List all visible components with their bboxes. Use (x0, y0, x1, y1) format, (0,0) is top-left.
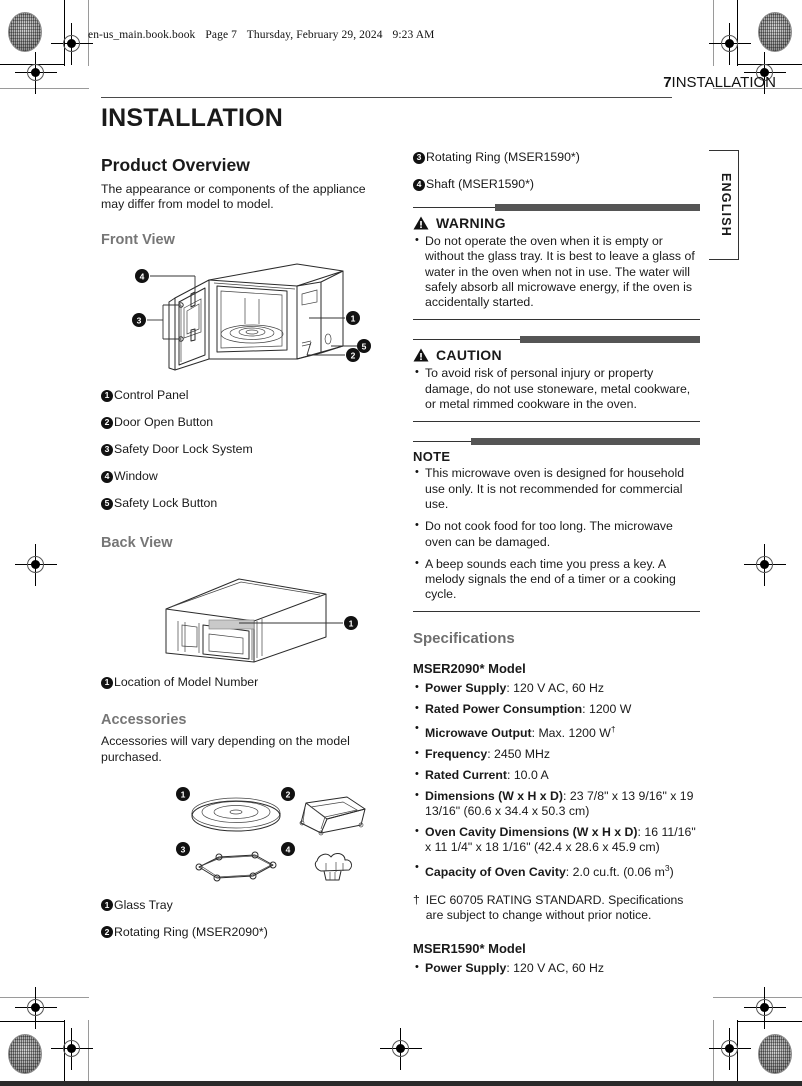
warning-list (413, 234, 700, 310)
front-view-callout-2 (346, 348, 360, 362)
spec-item: • Microwave Output: Max. 1200 W† (413, 722, 700, 741)
spec-item: • Oven Cavity Dimensions (W x H x D): 16 11/16" x 11 1/4" x 18 1/16" (42.4 x 28.6 x 45.9 cm) (413, 825, 700, 856)
legend-number: 4 (413, 179, 425, 191)
list-item (101, 925, 391, 940)
spec-label: Microwave Output (425, 726, 532, 741)
warning-block (413, 204, 700, 320)
halftone-target-bottom-left (8, 1034, 42, 1074)
svg-text:3: 3 (136, 315, 142, 326)
file-stamp (88, 29, 434, 41)
spec-label: Power Supply (425, 680, 507, 695)
spec-label: Power Supply (425, 961, 507, 976)
spec-value: 120 V AC, 60 Hz (513, 680, 605, 695)
left-column (101, 104, 391, 952)
list-item (101, 415, 391, 430)
svg-text:5: 5 (361, 341, 367, 352)
spec-item: • Dimensions (W x H x D): 23 7/8" x 13 9/16" x 19 13/16" (60.6 x 34.4 x 50.3 cm) (413, 789, 700, 820)
caution-block (413, 336, 700, 422)
list-item: • This microwave oven is designed for household use only. It is not recommended for commercial use. (413, 466, 700, 512)
spec-value: 2450 MHz (494, 747, 551, 762)
registration-mark-right-lower (750, 993, 780, 1023)
spec-value: 10.0 A (513, 768, 549, 783)
spec-value: Max. 1200 W (538, 726, 611, 741)
spec-value: 120 V AC, 60 Hz (513, 961, 605, 976)
spec-label: Dimensions (W x H x D) (425, 788, 564, 803)
specifications-list-mser2090 (413, 681, 700, 881)
legend-number: 2 (101, 417, 113, 429)
front-view-callout-3 (132, 313, 146, 327)
warning-title: WARNING (436, 215, 506, 231)
crop-line-top-right-v2 (713, 0, 714, 66)
back-view-heading: Back View (101, 535, 173, 552)
spec-label: Rated Power Consumption (425, 701, 583, 716)
front-view-figure (101, 258, 391, 378)
halftone-target-top-left (8, 12, 42, 52)
page-bottom-bar (0, 1081, 802, 1086)
crop-line-top-left-h2 (0, 88, 89, 89)
spec-value-tail: ) (669, 865, 674, 880)
spec-item: • Capacity of Oven Cavity: 2.0 cu.ft. (0.06 $m^3$) (413, 861, 700, 880)
registration-mark-left-upper (21, 58, 51, 88)
list-item: • Do not cook food for too long. The microwave oven can be damaged. (413, 519, 700, 550)
registration-mark-bottom-right (715, 1034, 745, 1064)
page-header (663, 74, 776, 91)
list-item (101, 675, 391, 690)
svg-text:1: 1 (180, 789, 186, 800)
file-stamp-filename: en-us_main.book.book (88, 29, 196, 41)
header-rule (101, 97, 672, 98)
legend-label: Door Open Button (114, 415, 214, 430)
legend-label: Shaft (MSER1590*) (426, 177, 534, 191)
caution-triangle-icon (413, 348, 429, 362)
spec-label: Rated Current (425, 768, 507, 783)
page-number: 7 (663, 74, 672, 91)
legend-number: 3 (413, 152, 425, 164)
list-item: • To avoid risk of personal injury or property damage, do not use stoneware, metal cookware, or metal rimmed cookware in the oven. (413, 366, 700, 412)
spec-value: 2.0 cu.ft. (0.06 m (572, 865, 665, 880)
accessory-rotating-ring-2090-drawing (300, 797, 365, 835)
right-column (413, 150, 700, 982)
back-view-figure (101, 561, 391, 671)
svg-text:1: 1 (350, 313, 356, 324)
registration-mark-top-right (715, 29, 745, 59)
registration-mark-left-middle (21, 550, 51, 580)
spec-value: 1200 W (588, 701, 632, 716)
accessories-callout-4 (281, 842, 295, 856)
legend-label: Safety Lock Button (114, 496, 218, 511)
legend-number: 3 (101, 444, 113, 456)
file-stamp-page: Page 7 (205, 29, 237, 41)
accessories-intro: Accessories will vary depending on the model purchased. (101, 734, 350, 764)
language-side-tab (709, 150, 743, 260)
caution-title: CAUTION (436, 347, 502, 364)
legend-label: Glass Tray (114, 897, 173, 912)
accessories-heading: Accessories (101, 712, 187, 729)
crop-line-bottom-right-v2 (713, 1020, 714, 1086)
svg-text:4: 4 (285, 844, 291, 855)
warning-bottom-rule (413, 319, 700, 320)
page-header-section: INSTALLATION (671, 74, 776, 91)
note-bottom-rule (413, 611, 700, 612)
registration-mark-bottom-left (57, 1034, 87, 1064)
product-overview-heading: Product Overview (101, 155, 250, 175)
list-item (101, 898, 391, 913)
spec-value: 23 7/8" x 13 9/16" x 19 13/16" (60.6 x 34.4 x 50.3 cm) (425, 788, 694, 819)
back-view-illustration (121, 561, 371, 666)
file-stamp-time: 9:23 AM (392, 29, 435, 41)
footnote-marker: † (413, 893, 420, 908)
warning-triangle-icon (413, 216, 429, 230)
spec-label: Capacity of Oven Cavity (425, 865, 566, 880)
legend-number: 1 (101, 677, 113, 689)
list-item: • A beep sounds each time you press a key. A melody signals the end of a timer or a cooking cycle. (413, 557, 700, 603)
svg-text:2: 2 (350, 350, 356, 361)
accessories-callout-1 (176, 787, 190, 801)
specifications-footnote (413, 893, 700, 923)
product-overview-intro: The appearance or components of the appliance may differ from model to model. (101, 182, 366, 212)
list-item (101, 469, 391, 484)
list-item (413, 150, 700, 165)
spec-item: • Power Supply: 120 V AC, 60 Hz (413, 681, 700, 696)
spec-item: • Frequency: 2450 MHz (413, 747, 700, 762)
legend-label: Control Panel (114, 388, 189, 403)
accessory-rotating-ring-1590-drawing (196, 852, 276, 881)
front-view-heading: Front View (101, 232, 175, 249)
accessories-figure (101, 779, 391, 894)
spec-value: 16 11/16" x 11 1/4" x 18 1/16" (42.4 x 28.6 x 45.9 cm) (425, 824, 696, 855)
halftone-target-top-right (758, 12, 792, 52)
halftone-target-bottom-right (758, 1034, 792, 1074)
page-title: INSTALLATION (101, 104, 284, 132)
spec-label: Frequency (425, 747, 488, 762)
front-view-callout-5 (357, 339, 371, 353)
accessory-shaft-drawing (315, 853, 351, 880)
back-view-callout-1 (344, 616, 358, 630)
list-item (101, 496, 391, 511)
list-item (101, 442, 391, 457)
note-list (413, 466, 700, 602)
svg-text:1: 1 (348, 618, 354, 629)
accessories-legend (101, 898, 391, 940)
legend-number: 4 (101, 471, 113, 483)
front-view-illustration (121, 258, 371, 373)
accessories-illustration (121, 779, 371, 889)
caution-list (413, 366, 700, 412)
legend-number: 1 (101, 899, 113, 911)
crop-line-bottom-left-v2 (88, 1020, 89, 1086)
legend-label: Location of Model Number (114, 675, 259, 690)
spec-exponent: 3 (664, 863, 670, 874)
svg-text:2: 2 (285, 789, 291, 800)
back-view-legend (101, 675, 391, 690)
front-view-legend (101, 388, 391, 511)
model-heading-mser1590: MSER1590* Model (413, 941, 526, 957)
front-view-callout-1 (346, 311, 360, 325)
accessory-glass-tray-drawing (192, 798, 280, 831)
svg-text:3: 3 (180, 844, 186, 855)
caution-bottom-rule (413, 421, 700, 422)
legend-number: 2 (101, 926, 113, 938)
list-item: • Do not operate the oven when it is empty or without the glass tray. It is best to leave a glass of water in the oven when not in use. The water will safely absorb all microwave energy, if the oven is accidentally started. (413, 234, 700, 310)
legend-label: Window (114, 469, 158, 484)
registration-mark-top-left (57, 29, 87, 59)
spec-label: Oven Cavity Dimensions (W x H x D) (425, 824, 638, 839)
note-block (413, 438, 700, 611)
registration-mark-bottom-center (386, 1034, 416, 1064)
legend-label: Safety Door Lock System (114, 442, 253, 457)
specifications-heading: Specifications (413, 629, 515, 647)
list-item (101, 388, 391, 403)
legend-number: 1 (101, 390, 113, 402)
accessories-callout-2 (281, 787, 295, 801)
front-view-callout-4 (135, 269, 149, 283)
spec-item: • Rated Power Consumption: 1200 W (413, 702, 700, 717)
list-item (413, 177, 700, 192)
specifications-list-mser1590 (413, 961, 700, 976)
file-stamp-date: Thursday, February 29, 2024 (246, 29, 383, 41)
accessories-legend-continued (413, 150, 700, 192)
registration-mark-left-lower (21, 993, 51, 1023)
note-title: NOTE (413, 449, 451, 465)
spec-footnote-marker: † (610, 724, 616, 735)
footnote-text: IEC 60705 RATING STANDARD. Specifications are subject to change without prior notice. (425, 893, 684, 923)
svg-text:4: 4 (139, 271, 145, 282)
legend-label: Rotating Ring (MSER1590*) (426, 150, 580, 164)
language-side-tab-label: ENGLISH (719, 173, 733, 237)
spec-item: • Rated Current: 10.0 A (413, 768, 700, 783)
legend-label: Rotating Ring (MSER2090*) (114, 924, 268, 939)
accessories-callout-3 (176, 842, 190, 856)
spec-item: • Power Supply: 120 V AC, 60 Hz (413, 961, 700, 976)
legend-number: 5 (101, 498, 113, 510)
model-heading-mser2090: MSER2090* Model (413, 660, 526, 676)
registration-mark-right-middle (750, 550, 780, 580)
